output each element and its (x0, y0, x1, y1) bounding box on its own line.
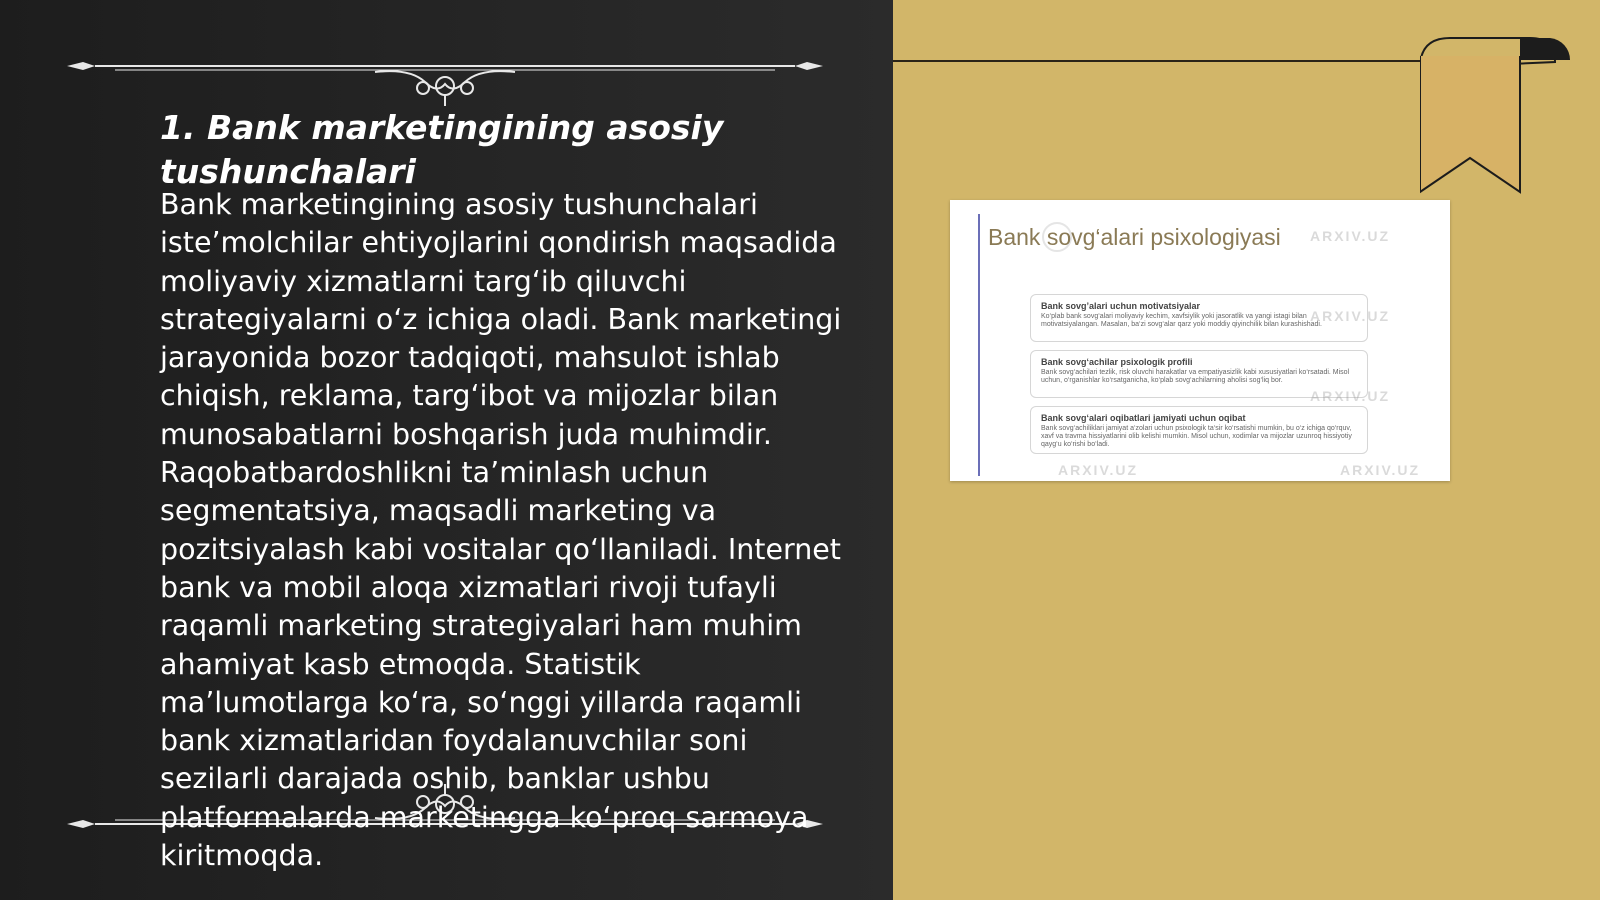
watermark-badge-icon (1042, 222, 1072, 252)
thumbnail-title: Bank sovg‘alari psixologiyasi (988, 224, 1281, 250)
watermark-text: ARXIV.UZ (1310, 228, 1391, 244)
slide-thumbnail-image (950, 200, 1450, 481)
slide-body-text: Bank marketingining asosiy tushunchalari iste’molchilar ehtiyojlarini qondirish maqsadida moliyaviy xizmatlarni targ‘ib qiluvchi strategiyalarni o‘z ichiga oladi. Bank marketingi jarayonida bozor tadqiqoti, mahsulot ishlab chiqish, reklama, targ‘ibot va mijozlar bilan munosabatlarni boshqarish juda muhimdir. Raqobatbardoshlikni ta’minlash uchun segmentatsiya, maqsadli marketing va pozitsiyalash kabi vositalar qo‘llaniladi. Internet bank va mobil aloqa xizmatlari rivoji tufayli raqamli marketing strategiyalari ham muhim ahamiyat kasb etmoqda. Statistik ma’lumotlarga ko‘ra, so‘nggi yillarda raqamli bank xizmatlaridan foydalanuvchilar soni sezilarli darajada oshib, banklar ushbu platformalarda marketingga ko‘proq sarmoya kiritmoqda. (160, 188, 842, 873)
top-divider-line (893, 60, 1453, 62)
bookmark-knob (1520, 38, 1570, 60)
watermark-text: ARXIV.UZ (1310, 308, 1391, 324)
thumbnail-box-text: Bank sovg‘achiliklari jamiyat a‘zolari uchun psixologik ta‘sir ko‘rsatishi mumkin, bu o‘z ichiga qo‘rquv, xavf va travma hissiyatlarini olib kelishi mumkin. Misol uchun, xodimlar va mijozlar uzunroq hissiyotiy qayg‘u ko‘rishi bo‘ladi. (1041, 425, 1352, 448)
thumbnail-box-heading: Bank sovg‘achilar psixologik profili (1041, 357, 1193, 367)
watermark-text: ARXIV.UZ (1340, 462, 1421, 478)
slide-title: 1. Bank marketingining asosiy tushunchalari (160, 108, 724, 191)
thumbnail-box-text: Ko‘plab bank sovg‘alari moliyaviy kechim, xavfsiylik yoki jasoratlik va yangi istagi bilan motivatsiyalangan. Masalan, ba‘zi sovg‘alar qarz yoki moddiy qiyinchilik bilan kurashishadi. (1041, 313, 1322, 328)
bookmark-tail (1420, 56, 1520, 192)
thumbnail-info-box (1030, 406, 1368, 454)
thumbnail-box-heading: Bank sovg’alari uchun motivatsiyalar (1041, 301, 1201, 311)
watermark-text: ARXIV.UZ (1058, 462, 1139, 478)
bookmark-ribbon-icon (1420, 34, 1600, 204)
thumbnail-box-heading: Bank sovg‘alari oqibatlari jamiyati uchun oqibat (1041, 413, 1246, 423)
thumbnail-accent-line (978, 214, 980, 476)
top-ornament-divider (65, 58, 825, 108)
thumbnail-box-text: Bank sovg‘achilari tezlik, risk oluvchi harakatlar va empatiyasizlik kabi xususiyatlari ko‘rsatadi. Misol uchun, o‘rganishlar ko‘rsatganicha, ko‘plab sovg‘achilarning aholisi sog‘liq bor. (1041, 369, 1350, 384)
watermark-text: ARXIV.UZ (1310, 388, 1391, 404)
